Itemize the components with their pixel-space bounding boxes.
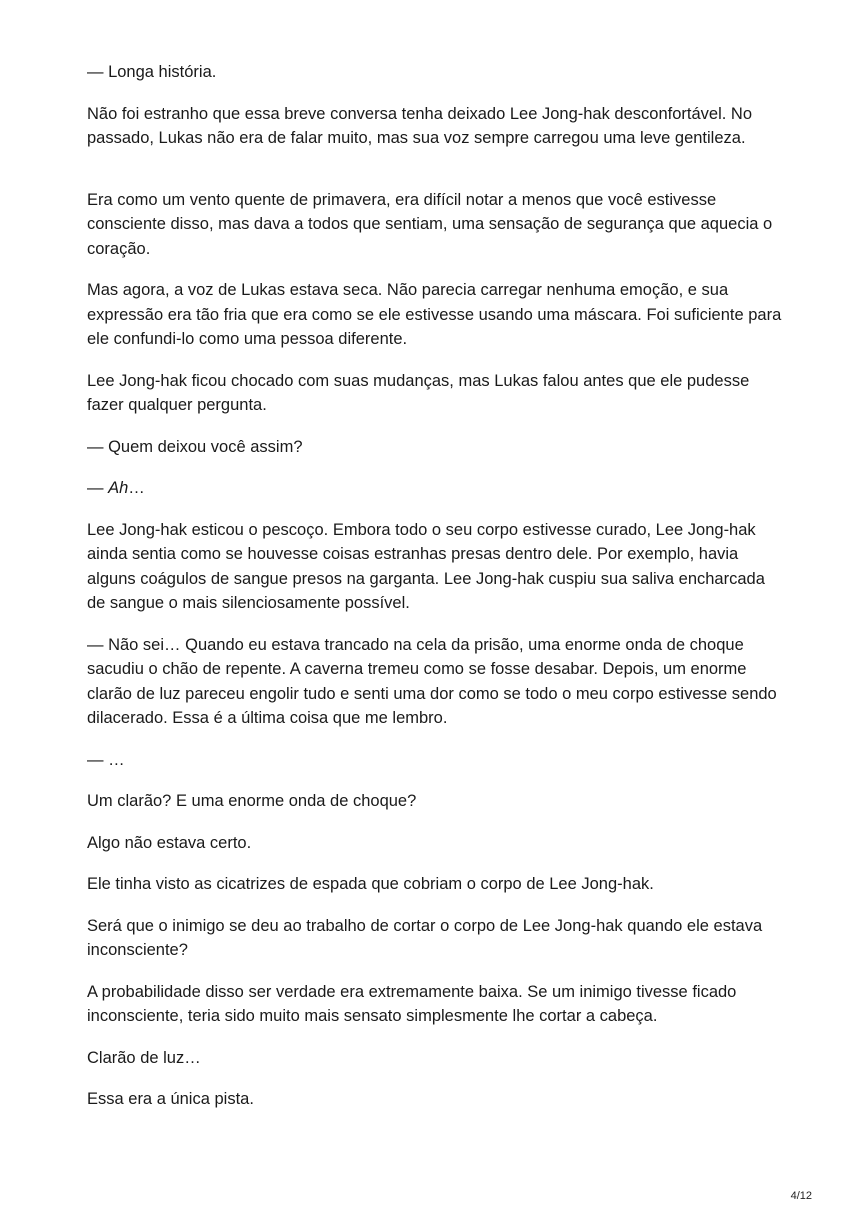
document-body (87, 60, 787, 1129)
paragraph-14: Será que o inimigo se deu ao trabalho de cortar o corpo de Lee Jong-hak quando ele estava inconsciente? (87, 916, 763, 959)
paragraph-15: A probabilidade disso ser verdade era extremamente baixa. Se um inimigo tivesse ficado inconsciente, teria sido muito mais sensato simplesmente lhe cortar a cabeça. (87, 982, 737, 1025)
paragraph-8: Lee Jong-hak esticou o pescoço. Embora todo o seu corpo estivesse curado, Lee Jong-hak ainda sentia como se houvesse coisas estranhas presas dentro dele. Por exemplo, havia alguns coágulos de sangue presos na garganta. Lee Jong-hak cuspiu sua saliva encharcada de sangue o mais silenciosamente possível. (87, 520, 765, 612)
paragraph-12: Algo não estava certo. (87, 833, 252, 852)
paragraph-17: Essa era a única pista. (87, 1090, 254, 1108)
paragraph-7-italic: Ah (108, 479, 129, 497)
paragraph-16: Clarão de luz… (87, 1048, 201, 1067)
paragraph-9: — Não sei… Quando eu estava trancado na cela da prisão, uma enorme onda de choque sacudiu o chão de repente. A caverna tremeu como se fosse desabar. Depois, um enorme clarão de luz pareceu engolir tudo e senti uma dor como se todo o meu corpo estivesse sendo dilacerado. Essa é a última coisa que me lembro. (87, 635, 777, 727)
page-number: 4/12 (790, 1190, 812, 1202)
paragraph-11: Um clarão? E uma enorme onda de choque? (87, 792, 417, 810)
paragraph-7-ellipsis: … (128, 479, 145, 497)
paragraph-4: Mas agora, a voz de Lukas estava seca. Não parecia carregar nenhuma emoção, e sua expressão era tão fria que era como se ele estivesse usando uma máscara. Foi suficiente para ele confundi-lo como uma pessoa diferente. (87, 281, 782, 348)
paragraph-7-dash: — (87, 479, 109, 497)
paragraph-6: — Quem deixou você assim? (87, 437, 303, 456)
paragraph-5: Lee Jong-hak ficou chocado com suas mudanças, mas Lukas falou antes que ele pudesse fazer qualquer pergunta. (87, 371, 750, 414)
paragraph-1: — Longa história. (87, 63, 217, 81)
paragraph-2: Não foi estranho que essa breve conversa tenha deixado Lee Jong-hak desconfortável. No passado, Lukas não era de falar muito, mas sua voz sempre carregou uma leve gentileza. (87, 104, 753, 147)
paragraph-7 (87, 476, 787, 501)
paragraph-10: — … (87, 750, 125, 769)
paragraph-3: Era como um vento quente de primavera, era difícil notar a menos que você estivesse consciente disso, mas dava a todos que sentiam, uma sensação de segurança que aquecia o coração. (87, 190, 773, 258)
paragraph-13: Ele tinha visto as cicatrizes de espada que cobriam o corpo de Lee Jong-hak. (87, 875, 654, 893)
